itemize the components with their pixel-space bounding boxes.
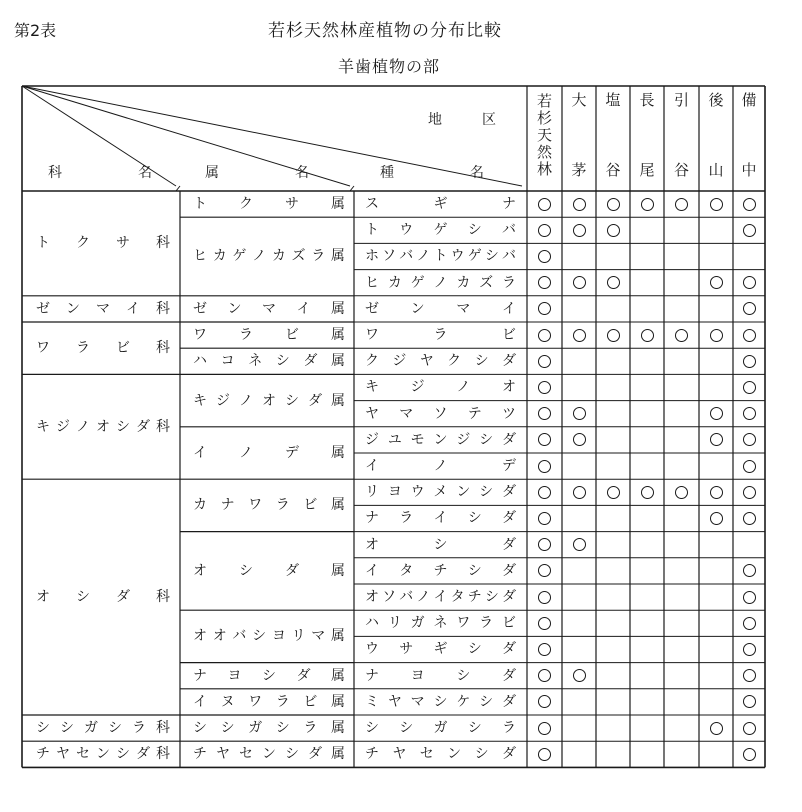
genus-header-label: 属 名 [205,165,309,181]
species-cell: ヒ カ ゲ ノ カ ズ ラ [365,274,516,291]
presence-mark [743,643,756,656]
presence-mark [743,329,756,342]
presence-mark [607,329,620,342]
presence-mark [743,512,756,525]
presence-mark [573,433,586,446]
species-cell: ワ ラ ビ [365,327,516,344]
presence-mark [538,748,551,761]
presence-mark [538,224,551,237]
presence-mark [641,329,654,342]
presence-mark [641,486,654,499]
presence-mark [743,486,756,499]
presence-mark [573,538,586,551]
genus-cell: イ ヌ ワ ラ ビ 属 [193,693,345,710]
district-header-hikitani: 谷 [673,161,689,179]
presence-mark [538,591,551,604]
genus-cell: チ ヤ セ ン シ ダ 属 [193,746,345,763]
presence-mark [710,329,723,342]
presence-mark [538,198,551,211]
presence-mark [743,276,756,289]
presence-mark [710,407,723,420]
presence-mark [710,276,723,289]
district-header-hikitani: 引 [673,91,689,109]
genus-cell: ワ ラ ビ 属 [193,327,345,344]
genus-cell: オ オ バ シ ヨ リ マ 属 [193,628,345,645]
species-cell: シ シ ガ シ ラ [365,720,516,737]
species-cell: ス ギ ナ [365,196,516,213]
species-cell: キ ジ ノ オ [365,379,516,396]
presence-mark [538,355,551,368]
presence-mark [538,250,551,263]
species-cell: イ タ チ シ ダ [365,562,516,579]
presence-mark [573,407,586,420]
presence-mark [743,617,756,630]
genus-cell: オ シ ダ 属 [193,562,345,579]
presence-mark [743,669,756,682]
family-cell: シ シ ガ シ ラ 科 [36,720,170,737]
species-cell: ジ ユ モ ン ジ シ ダ [365,431,516,448]
district-header-label: 地 区 [428,112,496,128]
district-header-shiotani: 塩 [605,91,621,109]
presence-mark [573,224,586,237]
district-header-nagao: 長 [639,91,655,109]
species-cell: ナ ラ イ シ ダ [365,510,516,527]
presence-mark [743,302,756,315]
presence-mark [710,512,723,525]
species-cell: ホ ソ バ ノ ト ウ ゲ シ バ [365,248,516,265]
presence-mark [573,198,586,211]
genus-cell: イ ノ デ 属 [193,444,345,461]
genus-cell: ゼ ン マ イ 属 [193,300,345,317]
presence-mark [675,198,688,211]
genus-cell: ヒ カ ゲ ノ カ ズ ラ 属 [193,248,345,265]
presence-mark [743,355,756,368]
genus-cell: カ ナ ワ ラ ビ 属 [193,497,345,514]
district-header-daibo: 茅 [571,161,587,179]
species-header-label: 種 名 [380,165,484,181]
presence-mark [710,198,723,211]
presence-mark [607,224,620,237]
genus-cell: ハ コ ネ シ ダ 属 [193,353,345,370]
presence-mark [538,486,551,499]
presence-mark [607,276,620,289]
presence-mark [573,329,586,342]
presence-mark [743,198,756,211]
genus-cell: シ シ ガ シ ラ 属 [193,720,345,737]
species-cell: ト ウ ゲ シ バ [365,222,516,239]
species-cell: リ ヨ ウ メ ン シ ダ [365,484,516,501]
district-header-ushiroyama: 後 [708,91,724,109]
district-header-bitchu: 中 [741,161,757,179]
presence-mark [710,722,723,735]
species-cell: ゼ ン マ イ [365,300,516,317]
district-header-nagao: 尾 [639,161,655,179]
species-cell: チ ヤ セ ン シ ダ [365,746,516,763]
species-cell: オ シ ダ [365,536,516,553]
district-header-bitchu: 備 [741,91,757,109]
presence-mark [607,486,620,499]
table-subtitle: 羊歯植物の部 [338,57,441,76]
presence-mark [538,617,551,630]
species-cell: ウ サ ギ シ ダ [365,641,516,658]
species-cell: ク ジ ヤ ク シ ダ [365,353,516,370]
family-cell: チ ヤ セ ン シ ダ 科 [36,746,170,763]
presence-mark [743,564,756,577]
presence-mark [607,198,620,211]
presence-mark [743,224,756,237]
presence-mark [573,486,586,499]
species-cell: ナ ヨ シ ダ [365,667,516,684]
presence-mark [710,433,723,446]
presence-mark [641,198,654,211]
presence-mark [675,486,688,499]
district-header-daibo: 大 [571,91,587,109]
presence-mark [743,748,756,761]
presence-mark [743,591,756,604]
presence-mark [573,276,586,289]
species-cell: イ ノ デ [365,458,516,475]
presence-mark [538,381,551,394]
district-header-wakasugi: 若杉天然林 [536,92,552,178]
presence-mark [538,722,551,735]
family-cell: ワ ラ ビ 科 [36,340,170,357]
district-header-ushiroyama: 山 [708,161,724,179]
presence-mark [743,381,756,394]
family-cell: ト ク サ 科 [36,235,170,252]
family-cell: オ シ ダ 科 [36,589,170,606]
family-header-label: 科 名 [48,165,152,181]
presence-mark [538,643,551,656]
presence-mark [743,460,756,473]
presence-mark [538,512,551,525]
genus-cell: ナ ヨ シ ダ 属 [193,667,345,684]
presence-mark [538,460,551,473]
presence-mark [743,695,756,708]
species-cell: オ ソ バ ノ イ タ チ シ ダ [365,589,516,606]
presence-mark [675,329,688,342]
presence-mark [743,433,756,446]
species-cell: ミ ヤ マ シ ケ シ ダ [365,693,516,710]
family-cell: キ ジ ノ オ シ ダ 科 [36,418,170,435]
table-number: 第2表 [14,21,57,40]
district-header-shiotani: 谷 [605,161,621,179]
species-cell: ハ リ ガ ネ ワ ラ ビ [365,615,516,632]
presence-mark [743,722,756,735]
presence-mark [710,486,723,499]
family-cell: ゼ ン マ イ 科 [36,300,170,317]
species-cell: ヤ マ ソ テ ツ [365,405,516,422]
table-title: 若杉天然林産植物の分布比較 [268,21,502,41]
presence-mark [538,329,551,342]
presence-mark [743,407,756,420]
genus-cell: キ ジ ノ オ シ ダ 属 [193,392,345,409]
genus-cell: ト ク サ 属 [193,196,345,213]
presence-mark [573,669,586,682]
